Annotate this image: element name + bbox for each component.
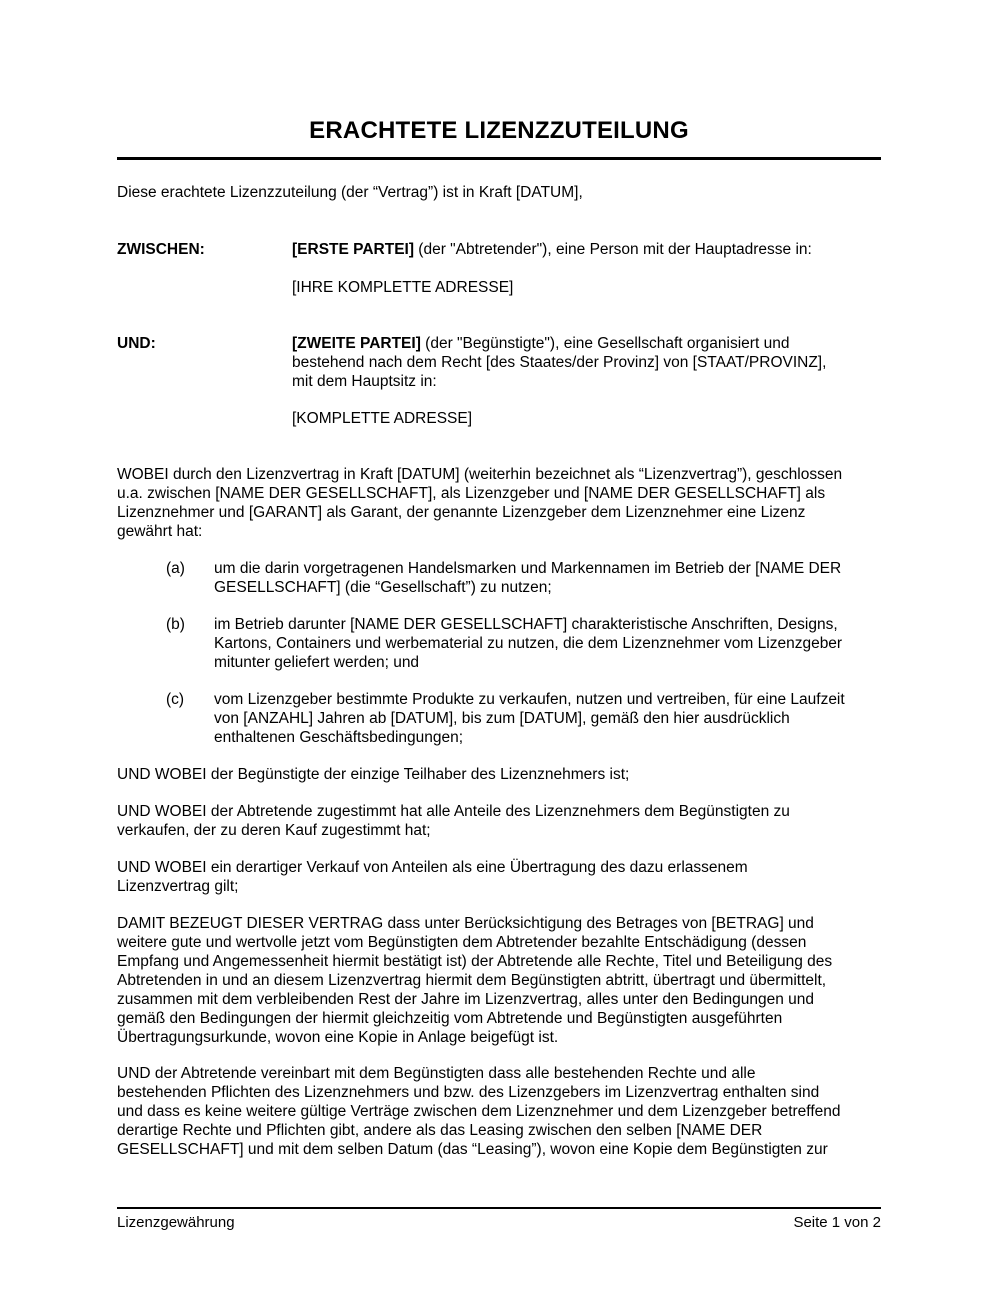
paragraph-line: Empfang und Angemessenheit hiermit bestätigt ist) der Abtretende alle Rechte, Titel und Beteiligung des: [117, 953, 833, 970]
first-party-address: [IHRE KOMPLETTE ADRESSE]: [292, 279, 514, 296]
second-party-line-3: mit dem Hauptsitz in:: [292, 373, 437, 390]
document-title: ERACHTETE LIZENZZUTEILUNG: [309, 117, 689, 144]
first-party-desc: (der "Abtretender"), eine Person mit der Hauptadresse in:: [414, 241, 812, 258]
paragraph-3: [117, 858, 887, 896]
paragraph-line: Abtretenden in und an diesem Lizenzvertrag hiermit dem Begünstigten abtritt, übertragt und übermittelt,: [117, 972, 827, 989]
first-party-line: [292, 240, 812, 259]
whereas-line: u.a. zwischen [NAME DER GESELLSCHAFT], als Lizenzgeber und [NAME DER GESELLSCHAFT] als: [117, 485, 826, 502]
paragraph-line: UND WOBEI der Begünstigte der einzige Teilhaber des Lizenznehmers ist;: [117, 766, 630, 783]
list-item-letter: (b): [166, 616, 185, 633]
paragraph-1: [117, 765, 887, 784]
whereas-line: Lizenznehmer und [GARANT] als Garant, der genannte Lizenzgeber dem Lizenznehmer eine Lizenz: [117, 504, 806, 521]
whereas-paragraph: [117, 465, 887, 541]
paragraph-line: derartige Rechte und Pflichten gibt, andere als das Leasing zwischen den selben [NAME DER: [117, 1122, 763, 1139]
paragraph-2: [117, 802, 887, 840]
paragraph-line: zusammen mit dem verbleibenden Rest der Jahre im Lizenzvertrag, alles unter den Bedingungen und: [117, 991, 815, 1008]
paragraph-line: UND WOBEI der Abtretende zugestimmt hat alle Anteile des Lizenznehmers dem Begünstigten zu: [117, 803, 790, 820]
paragraph-line: und dass es keine weitere gültige Verträge zwischen dem Lizenznehmer und dem Lizenzgeber betreffend: [117, 1103, 841, 1120]
title-divider: [117, 157, 881, 160]
page-number: Seite 1 von 2: [793, 1214, 881, 1231]
paragraph-line: DAMIT BEZEUGT DIESER VERTRAG dass unter Berücksichtigung des Betrages von [BETRAG] und: [117, 915, 814, 932]
list-item-letter: (c): [166, 691, 185, 708]
list-item-line: im Betrieb darunter [NAME DER GESELLSCHAFT] charakteristische Anschriften, Designs,: [214, 616, 838, 633]
second-party-desc: (der "Begünstigte"), eine Gesellschaft organisiert und: [420, 335, 790, 352]
second-party-line-2: bestehend nach dem Recht [des Staates/der Provinz] von [STAAT/PROVINZ],: [292, 354, 827, 371]
paragraph-line: UND WOBEI ein derartiger Verkauf von Anteilen als eine Übertragung des dazu erlassenem: [117, 859, 748, 876]
list-item-letter: (a): [166, 560, 185, 577]
paragraph-line: UND der Abtretende vereinbart mit dem Begünstigten dass alle bestehenden Rechte und alle: [117, 1065, 756, 1082]
list-item-line: um die darin vorgetragenen Handelsmarken und Markennamen im Betrieb der [NAME DER: [214, 560, 842, 577]
paragraph-line: gemäß den Bedingungen der hiermit gleichzeitig vom Abtretende und Begünstigten ausgeführten: [117, 1010, 783, 1027]
paragraph-line: GESELLSCHAFT] und mit dem selben Datum (das “Leasing”), wovon eine Kopie dem Begünstigten zur: [117, 1141, 828, 1158]
paragraph-line: Lizenzvertrag gilt;: [117, 878, 239, 895]
list-item-line: mitunter geliefert werden; und: [214, 654, 420, 671]
paragraph-4: [117, 914, 887, 1047]
list-item-line: vom Lizenzgeber bestimmte Produkte zu verkaufen, nutzen und vertreiben, für eine Laufzeit: [214, 691, 845, 708]
second-party-address: [KOMPLETTE ADRESSE]: [292, 410, 473, 427]
intro-text: Diese erachtete Lizenzzuteilung (der “Vertrag”) ist in Kraft [DATUM],: [117, 184, 583, 201]
footer-divider: [117, 1207, 881, 1209]
paragraph-line: verkaufen, der zu deren Kauf zugestimmt hat;: [117, 822, 431, 839]
second-party-line-1: [292, 334, 789, 353]
paragraph-line: Übertragungsurkunde, wovon eine Kopie in Anlage beigefügt ist.: [117, 1029, 559, 1046]
and-label: UND:: [117, 335, 156, 352]
footer-title: Lizenzgewährung: [117, 1214, 235, 1231]
list-item-line: von [ANZAHL] Jahren ab [DATUM], bis zum [DATUM], gemäß den hier ausdrücklich: [214, 710, 790, 727]
paragraph-5: [117, 1064, 887, 1159]
list-item-line: Kartons, Containers und werbematerial zu nutzen, die dem Lizenznehmer vom Lizenzgeber: [214, 635, 843, 652]
second-party-name: [ZWEITE PARTEI]: [292, 335, 421, 352]
between-label: ZWISCHEN:: [117, 241, 205, 258]
first-party-name: [ERSTE PARTEI]: [292, 241, 414, 258]
paragraph-line: bestehenden Pflichten des Lizenznehmers und bzw. des Lizenzgebers im Lizenzvertrag enthalten sind: [117, 1084, 820, 1101]
paragraph-line: weitere gute und wertvolle jetzt vom Begünstigten dem Abtretender bezahlte Entschädigung (dessen: [117, 934, 807, 951]
list-item-line: enthaltenen Geschäftsbedingungen;: [214, 729, 464, 746]
list-item-line: GESELLSCHAFT] (die “Gesellschaft”) zu nutzen;: [214, 579, 552, 596]
whereas-line: gewährt hat:: [117, 523, 203, 540]
whereas-line: WOBEI durch den Lizenzvertrag in Kraft [DATUM] (weiterhin bezeichnet als “Lizenzvertrag”), geschlossen: [117, 466, 843, 483]
